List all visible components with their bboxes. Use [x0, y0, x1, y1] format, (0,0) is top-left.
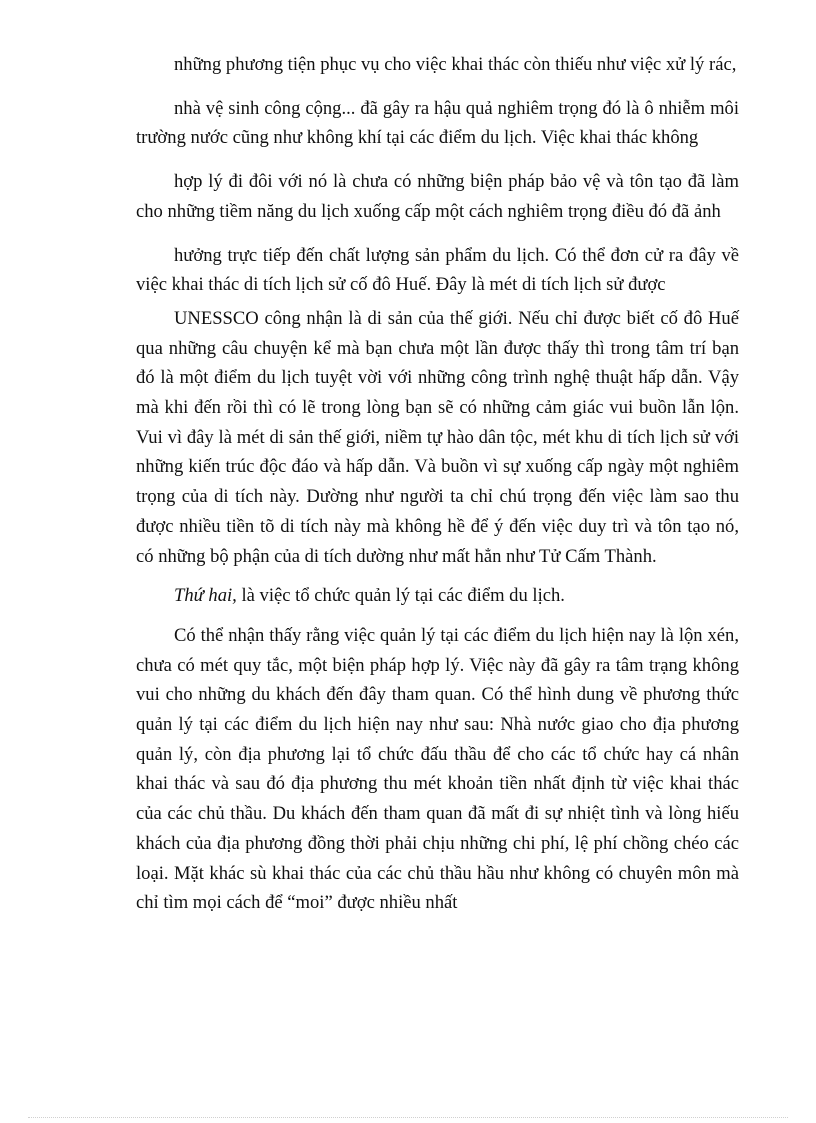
paragraph-3: hợp lý đi đôi với nó là chưa có những biện pháp bảo vệ và tôn tạo đã làm cho những tiềm năng du lịch xuống cấp một cách nghiêm trọng điều đó đã ảnh	[136, 171, 739, 222]
page-bottom-border	[28, 1117, 788, 1118]
paragraph-6	[136, 581, 739, 611]
paragraph-1: những phương tiện phục vụ cho việc khai thác còn thiếu như việc xử lý rác,	[174, 54, 737, 75]
paragraph-7: Có thể nhận thấy rằng việc quản lý tại các điểm du lịch hiện nay là lộn xén, chưa có mét quy tắc, một biện pháp hợp lý. Việc này đã gây ra tâm trạng không vui cho những du khách đến đây tham quan. Có thể hình dung về phương thức quản lý tại các điểm du lịch hiện nay như sau: Nhà nước giao cho địa phương quản lý, còn địa phương lại tổ chức đấu thầu để cho các tổ chức hay cá nhân khai thác và sau đó địa phương thu mét khoản tiền nhất định từ việc khai thác của các chủ thầu. Du khách đến tham quan đã mất đi sự nhiệt tình và lòng hiếu khách của địa phương đồng thời phải chịu những chi phí, lệ phí chồng chéo các loại. Mặt khác sù khai thác của các chủ thầu hầu như không có chuyên môn mà chỉ tìm mọi cách để “moi” được nhiều nhất	[136, 624, 739, 914]
paragraph-5: UNESSCO công nhận là di sản của thế giới. Nếu chỉ được biết cố đô Huế qua những câu chuyện kể mà bạn chưa một lần được thấy thì trong tâm trí bạn đó là một điểm du lịch tuyệt vời với những công trình nghệ thuật hấp dẫn. Vậy mà khi đến rồi thì có lẽ trong lòng bạn sẽ có những cảm giác vui buồn lẫn lộn. Vui vì đây là mét di sản thế giới, niềm tự hào dân tộc, mét khu di tích lịch sử với những kiến trúc độc đáo và hấp dẫn. Và buồn vì sự xuống cấp ngày một nghiêm trọng của di tích này. Dường như người ta chỉ chú trọng đến việc làm sao thu được nhiều tiền tõ di tích này mà không hề để ý đến việc duy trì và tôn tạo nó, có những bộ phận của di tích dường như mất hẳn như Tử Cấm Thành.	[136, 307, 739, 567]
emphasis-thu-hai: Thứ hai,	[174, 585, 237, 607]
paragraph-6-text: là việc tổ chức quản lý tại các điểm du lịch.	[236, 585, 565, 607]
paragraph-2: nhà vệ sinh công cộng... đã gây ra hậu quả nghiêm trọng đó là ô nhiễm môi trường nước cũng như không khí tại các điểm du lịch. Việc khai thác không	[136, 97, 739, 149]
document-page	[136, 50, 739, 918]
paragraph-4: hưởng trực tiếp đến chất lượng sản phẩm du lịch. Có thể đơn cử ra đây về việc khai thác di tích lịch sử cố đô Huế. Đây là mét di tích lịch sử được	[136, 244, 739, 296]
